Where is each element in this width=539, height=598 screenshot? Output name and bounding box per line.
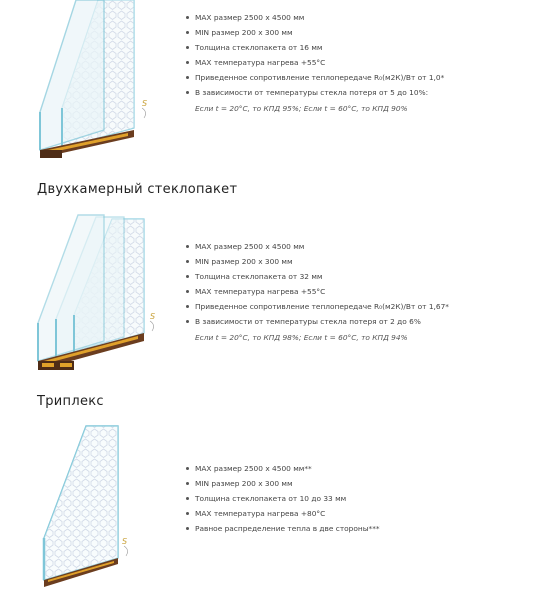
bullet-icon <box>186 260 189 263</box>
double-chamber-specs <box>186 239 449 345</box>
bullet-icon <box>186 46 189 49</box>
spec-item: MAX размер 2500 х 4500 мм** <box>186 461 380 476</box>
spec-item: В зависимости от температуры стекла потеря от 2 до 6% <box>186 314 449 329</box>
bullet-icon <box>186 467 189 470</box>
spec-item: MAX размер 2500 х 4500 мм <box>186 239 449 254</box>
spec-note: Если t = 20°С, то КПД 95%; Если t = 60°С, то КПД 90% <box>195 103 408 113</box>
single-chamber-glass-illustration <box>0 0 175 170</box>
spec-item: MAX размер 2500 х 4500 мм <box>186 10 444 25</box>
bullet-icon <box>186 527 189 530</box>
spec-note: Если t = 20°С, то КПД 98%; Если t = 60°С, то КПД 94% <box>195 332 408 342</box>
single-chamber-specs <box>186 10 444 116</box>
bullet-icon <box>186 245 189 248</box>
spec-item: Толщина стеклопакета от 32 мм <box>186 269 449 284</box>
section-heading: Триплекс <box>37 394 104 409</box>
spec-item: Приведенное сопротивление теплопередаче R₀(м2К)/Вт от 1,67* <box>186 299 449 314</box>
svg-text:S: S <box>142 99 148 108</box>
bullet-icon <box>186 320 189 323</box>
svg-text:S: S <box>150 312 156 321</box>
svg-text:S: S <box>122 537 128 546</box>
spec-item: MAX температура нагрева +80°С <box>186 506 380 521</box>
spec-item: MAX температура нагрева +55°С <box>186 55 444 70</box>
spec-item: Толщина стеклопакета от 16 мм <box>186 40 444 55</box>
spec-item: MIN размер 200 х 300 мм <box>186 25 444 40</box>
spec-item: Равное распределение тепла в две стороны*** <box>186 521 380 536</box>
bullet-icon <box>186 482 189 485</box>
section-heading: Двухкамерный стеклопакет <box>37 182 238 197</box>
triplex-specs <box>186 461 380 536</box>
triplex-glass-illustration <box>0 418 175 598</box>
spec-item: В зависимости от температуры стекла потеря от 5 до 10%: <box>186 85 444 100</box>
bullet-icon <box>186 512 189 515</box>
double-chamber-glass-illustration <box>0 205 175 385</box>
bullet-icon <box>186 275 189 278</box>
bullet-icon <box>186 497 189 500</box>
bullet-icon <box>186 16 189 19</box>
bullet-icon <box>186 76 189 79</box>
bullet-icon <box>186 91 189 94</box>
spec-item: MAX температура нагрева +55°С <box>186 284 449 299</box>
bullet-icon <box>186 305 189 308</box>
bullet-icon <box>186 61 189 64</box>
bullet-icon <box>186 31 189 34</box>
spec-item: Толщина стеклопакета от 10 до 33 мм <box>186 491 380 506</box>
spec-item: Приведенное сопротивление теплопередаче R₀(м2К)/Вт от 1,0* <box>186 70 444 85</box>
spec-item: MIN размер 200 х 300 мм <box>186 476 380 491</box>
bullet-icon <box>186 290 189 293</box>
spec-item: MIN размер 200 х 300 мм <box>186 254 449 269</box>
